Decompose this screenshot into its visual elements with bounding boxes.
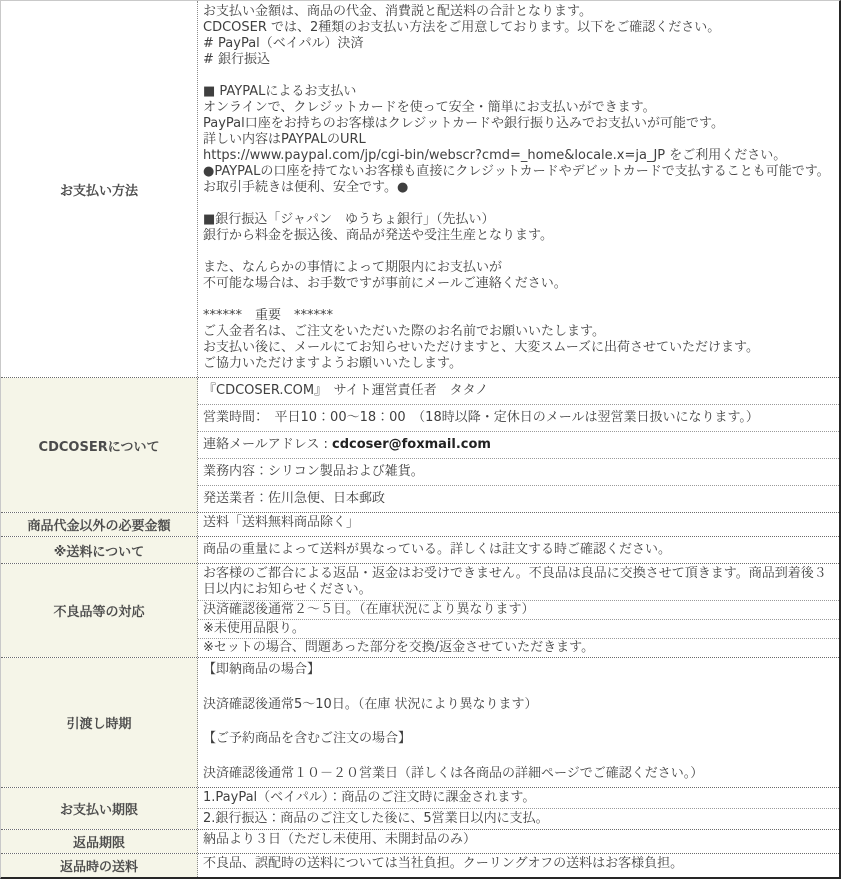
- row-about-cdcoser: [1, 377, 839, 512]
- blank-line: [203, 292, 835, 308]
- defect-exchange-period-text: 決済確認後通常２～５日。（在庫状況により異なります）: [198, 600, 839, 619]
- text-line: 銀行から料金を振込後、商品が発送や受注生産となります。: [203, 228, 553, 243]
- text-line: また、なんらかの事情によって期限内にお支払いが: [203, 260, 503, 275]
- defect-policy-text: お客様のご都合による返品・返金はお受けできません。不良品は良品に交換させて頂きます。商品到着後３日以内にお知らせください。: [203, 566, 827, 597]
- row-payment-method: [1, 1, 839, 377]
- text-line: ●PAYPALの口座を持てないお客様も直接にクレジットカードやデビットカードで支払することも可能です。: [203, 164, 830, 179]
- text-line: # 銀行振込: [203, 52, 271, 67]
- delivery-in-stock-text: 決済確認後通常5～10日。（在庫 状況により異なります）: [203, 696, 538, 712]
- text-line: ご協力いただけますようお願いいたします。: [203, 356, 462, 371]
- defect-unused-only-text: ※未使用品限り。: [198, 619, 839, 638]
- text-line: PayPal口座をお持ちのお客様はクレジットカードや銀行振り込みでお支払いが可能です。: [203, 116, 724, 131]
- contact-email-label: 連絡メールアドレス :: [203, 437, 332, 452]
- text-line: CDCOSER では、2種類のお支払い方法をご用意しております。以下をご確認ください。: [203, 20, 721, 35]
- important-marker-line: ****** 重要 ******: [203, 308, 334, 323]
- shipping-carrier-line: 発送業者：佐川急便、日本郵政: [198, 485, 839, 512]
- payment-due-bank-text: 2.銀行振込：商品のご注文した後に、5営業日以内に支払。: [198, 808, 839, 829]
- blank-line: [203, 748, 835, 765]
- text-line: お取引手続きは便利、安全です。●: [203, 180, 409, 195]
- text-line: ご入金者名は、ご注文をいただいた際のお名前でお願いいたします。: [203, 324, 605, 339]
- about-cdcoser-content: [198, 378, 839, 512]
- row-shipping-note: [1, 536, 839, 563]
- text-line: 詳しい内容はPAYPALのURL: [203, 132, 366, 147]
- return-period-text: 納品より３日（ただし未使用、未開封品のみ）: [203, 832, 477, 847]
- row-header-shipping-note: ※送料について: [1, 537, 198, 563]
- defect-set-policy-text: ※セットの場合、問題あった部分を交換/返金させていただきます。: [198, 638, 839, 657]
- return-shipping-content: [198, 854, 839, 877]
- row-header-return-period: 返品期限: [1, 830, 198, 853]
- row-defect-handling: [1, 563, 839, 657]
- delivery-timing-content: [198, 658, 839, 787]
- delivery-in-stock-heading: 【即納商品の場合】: [203, 662, 321, 677]
- row-payment-due: [1, 787, 839, 829]
- row-delivery-timing: [1, 657, 839, 787]
- blank-line: [203, 68, 835, 84]
- text-line: お支払い後に、メールにてお知らせいただけますと、大変スムーズに出荷させていただけます。: [203, 340, 760, 355]
- payment-method-content: [198, 1, 839, 377]
- row-return-shipping: [1, 853, 839, 877]
- row-header-delivery-timing: 引渡し時期: [1, 658, 198, 787]
- row-header-payment-method: お支払い方法: [1, 1, 198, 377]
- row-header-defect-handling: 不良品等の対応: [1, 564, 198, 657]
- defect-handling-content: [198, 564, 839, 657]
- contact-email-line: [198, 431, 839, 458]
- delivery-preorder-text: 決済確認後通常１０－２０営業日（詳しくは各商品の詳細ページでご確認ください。）: [203, 765, 704, 781]
- text-line: # PayPal（ベイパル）決済: [203, 36, 364, 51]
- return-shipping-text: 不良品、誤配時の送料については当社負担。クーリングオフの送料はお客様負担。: [203, 856, 684, 871]
- text-line: お支払い金額は、商品の代金、消費説と配送料の合計となります。: [203, 4, 592, 19]
- text-line: オンラインで、クレジットカードを使って安全・簡単にお支払いができます。: [203, 100, 656, 115]
- blank-line: [203, 196, 835, 212]
- shipping-note-text: 商品の重量によって送料が異なっている。詳しくは註文する時ご確認ください。: [203, 542, 672, 557]
- contact-email-address: cdcoser@foxmail.com: [332, 437, 491, 452]
- delivery-preorder-heading: 【ご予約商品を含むご注文の場合】: [203, 731, 412, 746]
- row-header-extra-fee: 商品代金以外の必要金額: [1, 513, 198, 536]
- blank-line: [203, 713, 835, 730]
- row-header-return-shipping: 返品時の送料: [1, 854, 198, 877]
- extra-fee-text: 送料「送料無料商品除く」: [203, 515, 360, 530]
- return-period-content: [198, 830, 839, 853]
- payment-due-paypal-text: 1.PayPal（ベイパル）：商品のご注文時に課金されます。: [203, 790, 536, 805]
- text-line: 不可能な場合は、お手数ですが事前にメールご連絡ください。: [203, 276, 567, 291]
- paypal-url-text: https://www.paypal.com/jp/cgi-bin/webscr?cmd=_home&locale.x=ja_JP をご利用ください。: [203, 148, 787, 163]
- blank-line: [203, 679, 835, 696]
- row-return-period: [1, 829, 839, 853]
- extra-fee-content: [198, 513, 839, 536]
- business-hours-line: 営業時間： 平日10：00～18：00 （18時以降・定休日のメールは翌営業日扱いになります。）: [198, 404, 839, 431]
- blank-line: [203, 244, 835, 260]
- payment-due-content: [198, 788, 839, 829]
- text-line: ■ PAYPALによるお支払い: [203, 84, 357, 99]
- shipping-note-content: [198, 537, 839, 563]
- row-extra-fee: [1, 512, 839, 536]
- business-description-line: 業務内容：シリコン製品および雑貨。: [198, 458, 839, 485]
- site-operator-line: 『CDCOSER.COM』 サイト運営責任者 タタノ: [203, 383, 489, 398]
- text-line: ■銀行振込「ジャパン ゆうちょ銀行」（先払い）: [203, 212, 495, 227]
- row-header-about-cdcoser: CDCOSERについて: [1, 378, 198, 512]
- row-header-payment-due: お支払い期限: [1, 788, 198, 829]
